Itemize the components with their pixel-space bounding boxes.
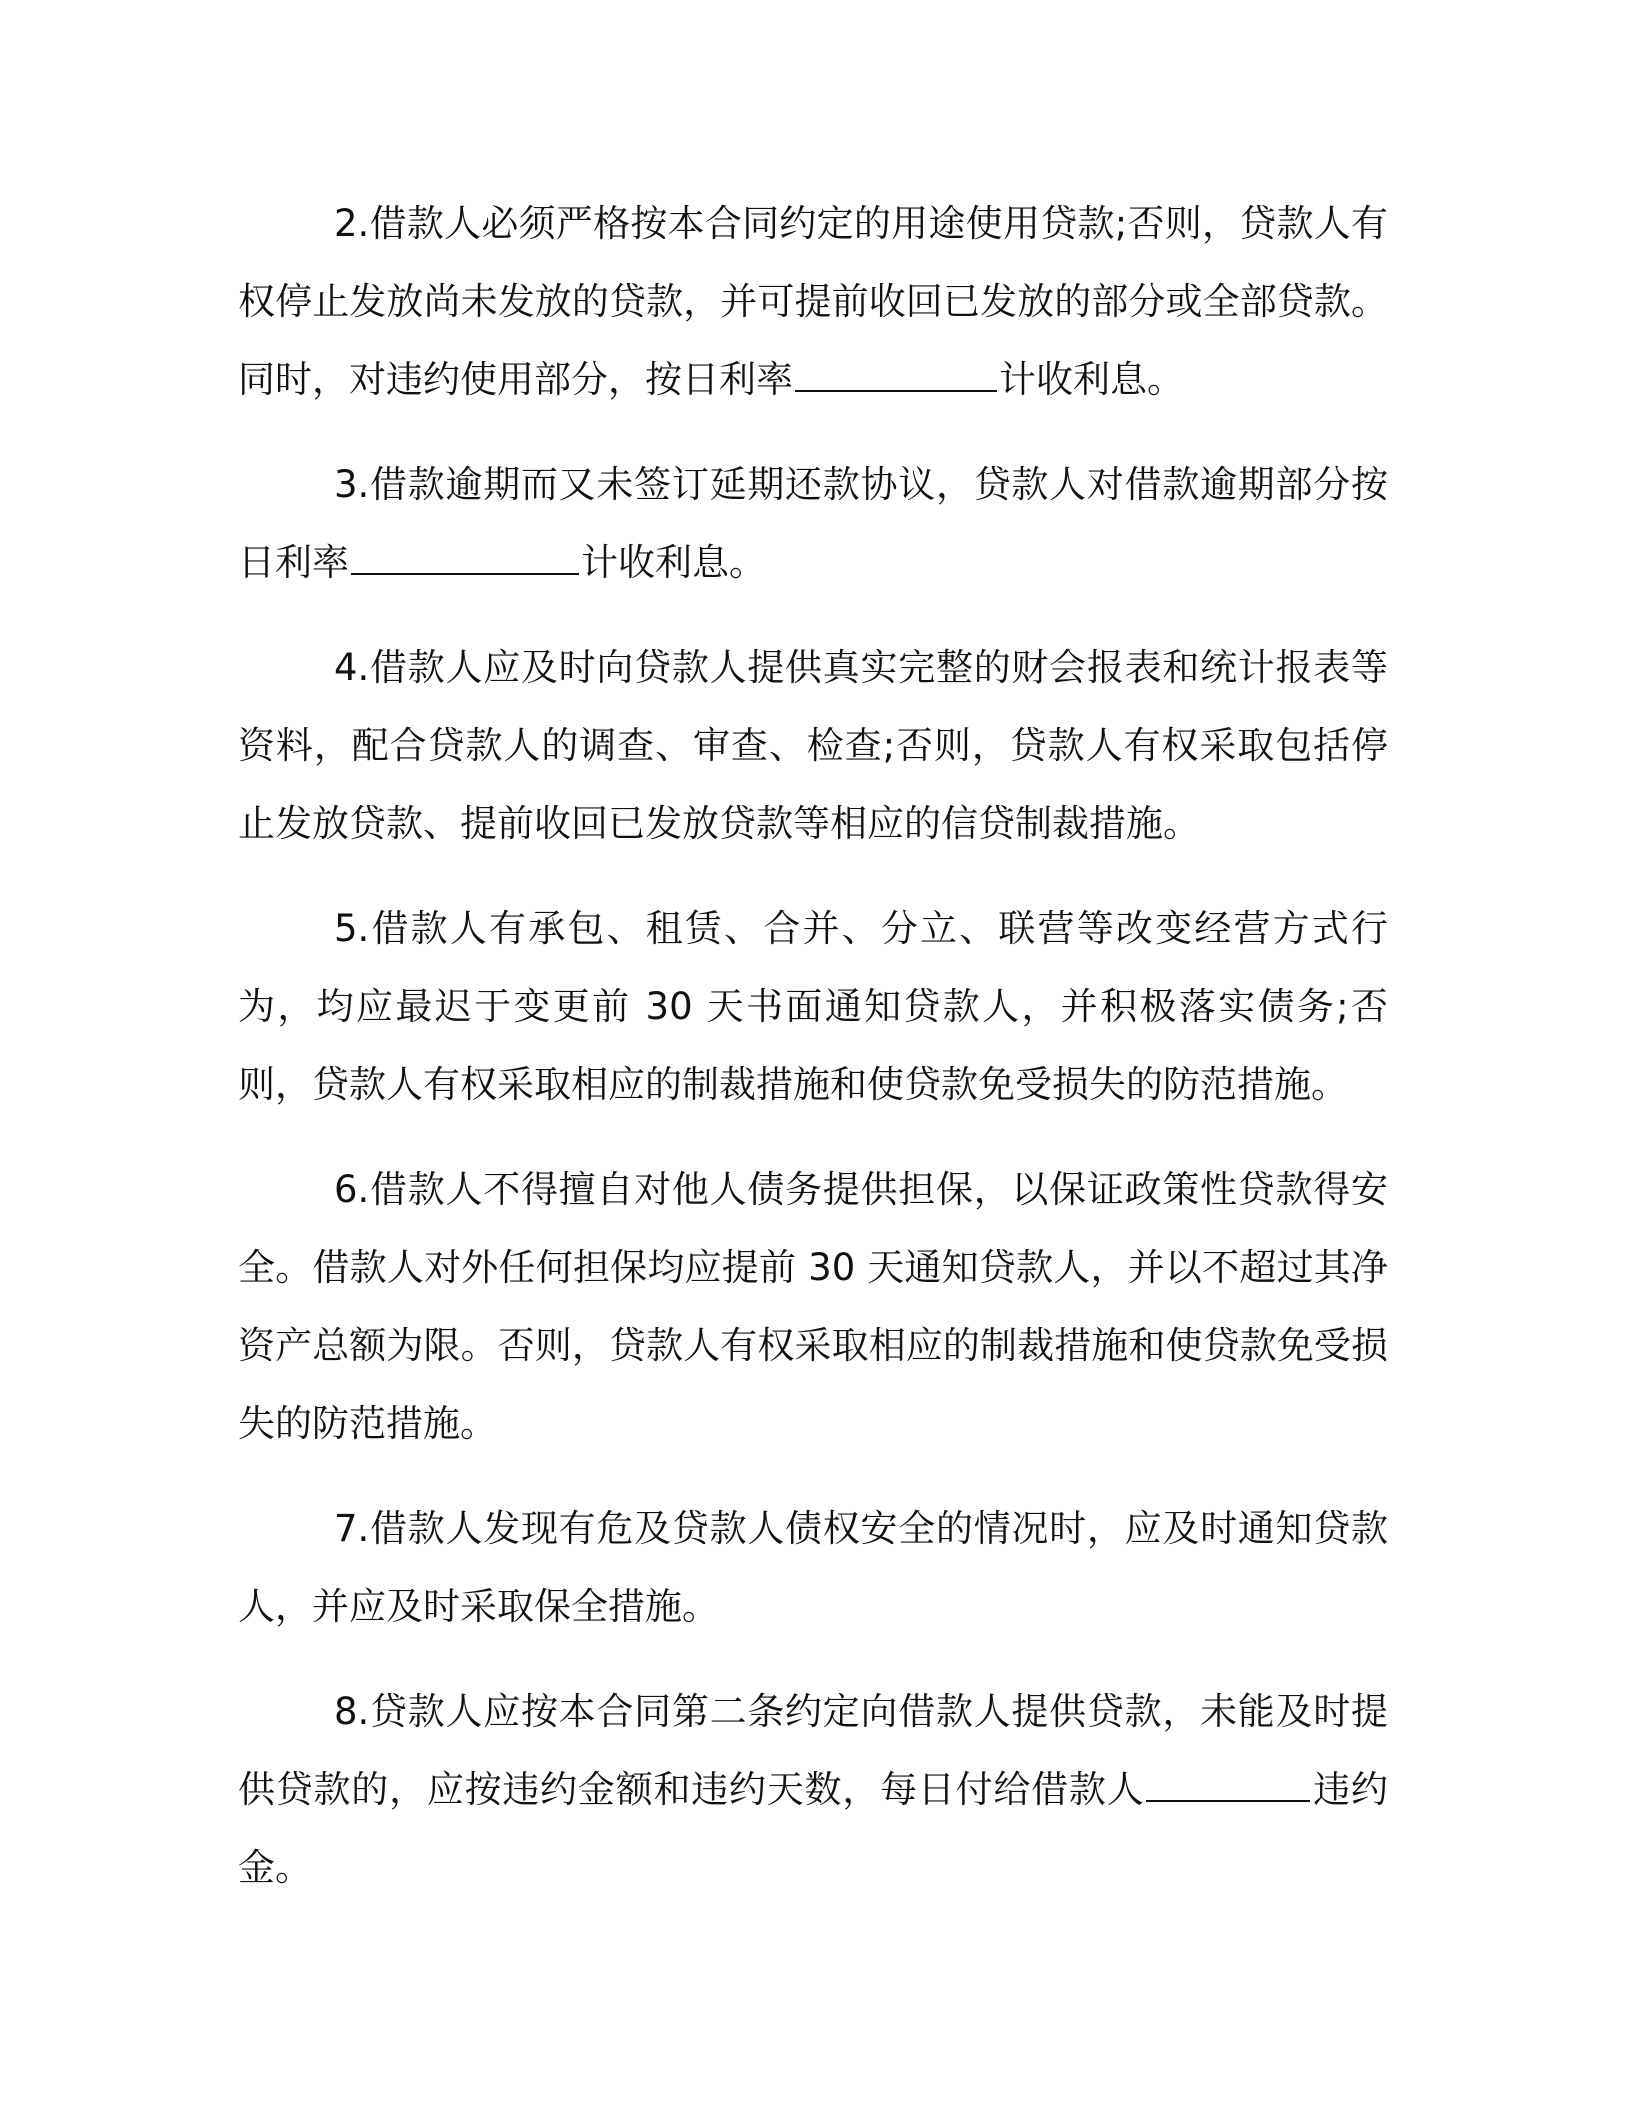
document-page — [238, 185, 1388, 1934]
clause-2-text: 2.借款人必须严格按本合同约定的用途使用贷款;否则，贷款人有权停止发放尚未发放的贷款，并可提前收回已发放的部分或全部贷款。同时，对违约使用部分，按日利率 — [238, 202, 1388, 401]
clause-3-text: 3.借款逾期而又未签订延期还款协议，贷款人对借款逾期部分按日利率 — [238, 463, 1388, 584]
clause-7 — [238, 1490, 1388, 1646]
clause-3 — [238, 446, 1388, 602]
clause-4 — [238, 629, 1388, 863]
overdue-rate-blank[interactable] — [351, 543, 579, 575]
clause-3-text-end: 计收利息。 — [581, 541, 766, 584]
clause-5-text: 5.借款人有承包、租赁、合并、分立、联营等改变经营方式行为，均应最迟于变更前 30 天书面通知贷款人，并积极落实债务;否则，贷款人有权采取相应的制裁措施和使贷款免受损失的防范措施。 — [238, 907, 1388, 1106]
clause-8-text-end: 违约金。 — [238, 1768, 1389, 1889]
clause-5 — [238, 890, 1388, 1124]
clause-8 — [238, 1673, 1388, 1907]
clause-7-text: 7.借款人发现有危及贷款人债权安全的情况时，应及时通知贷款人，并应及时采取保全措施。 — [238, 1507, 1388, 1628]
clause-2 — [238, 185, 1388, 419]
clause-2-text-end: 计收利息。 — [999, 358, 1184, 401]
interest-rate-blank[interactable] — [795, 360, 997, 392]
penalty-blank[interactable] — [1146, 1770, 1310, 1802]
clause-4-text: 4.借款人应及时向贷款人提供真实完整的财会报表和统计报表等资料，配合贷款人的调查、审查、检查;否则，贷款人有权采取包括停止发放贷款、提前收回已发放贷款等相应的信贷制裁措施。 — [238, 646, 1388, 845]
clause-8-text: 8.贷款人应按本合同第二条约定向借款人提供贷款，未能及时提供贷款的，应按违约金额和违约天数，每日付给借款人 — [238, 1690, 1388, 1811]
clause-6 — [238, 1151, 1388, 1463]
clause-6-text: 6.借款人不得擅自对他人债务提供担保，以保证政策性贷款得安全。借款人对外任何担保均应提前 30 天通知贷款人，并以不超过其净资产总额为限。否则，贷款人有权采取相应的制裁措施和使贷款免受损失的防范措施。 — [238, 1168, 1388, 1445]
